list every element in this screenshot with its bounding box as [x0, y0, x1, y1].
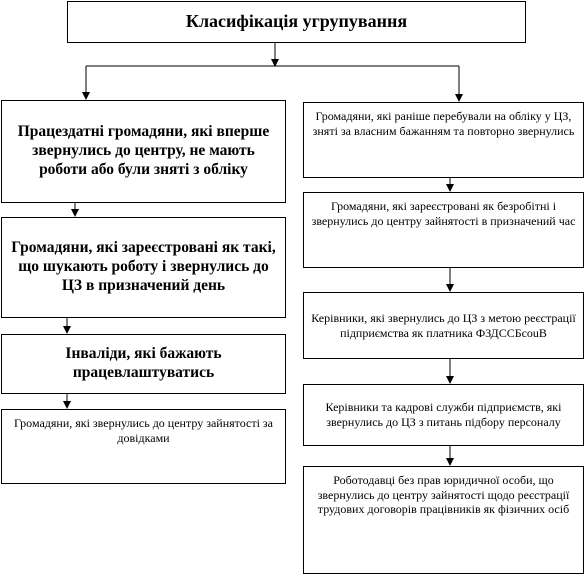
right-box-1: Громадяни, які раніше перебували на обліку у ЦЗ, зняті за власним бажанням та повторно звернулись: [303, 102, 584, 178]
right-box-5: Роботодавці без прав юридичної особи, що звернулись до центру зайнятості щодо реєстрації трудових договорів працівників як фізичних осіб: [303, 466, 584, 574]
left-box-4: Громадяни, які звернулись до центру зайнятості за довідками: [1, 409, 286, 484]
left-box-2: Громадяни, які зареєстровані як такі, що шукають роботу і звернулись до ЦЗ в призначений день: [1, 217, 286, 318]
left-box-3: Інваліди, які бажають працевлаштуватись: [1, 334, 286, 394]
left-box-1: Працездатні громадяни, які вперше звернулись до центру, не мають роботи або були зняті з обліку: [1, 100, 286, 203]
diagram-title: Класифікація угрупування: [67, 1, 526, 43]
right-box-2: Громадяни, які зареєстровані як безробітні і звернулись до центру зайнятості в призначений час: [303, 192, 584, 268]
right-box-3: Керівники, які звернулись до ЦЗ з метою реєстрації підприємства як платника ФЗДССБcouB: [303, 292, 584, 359]
right-box-4: Керівники та кадрові служби підприємств, які звернулись до ЦЗ з питань підбору персоналу: [303, 384, 584, 446]
